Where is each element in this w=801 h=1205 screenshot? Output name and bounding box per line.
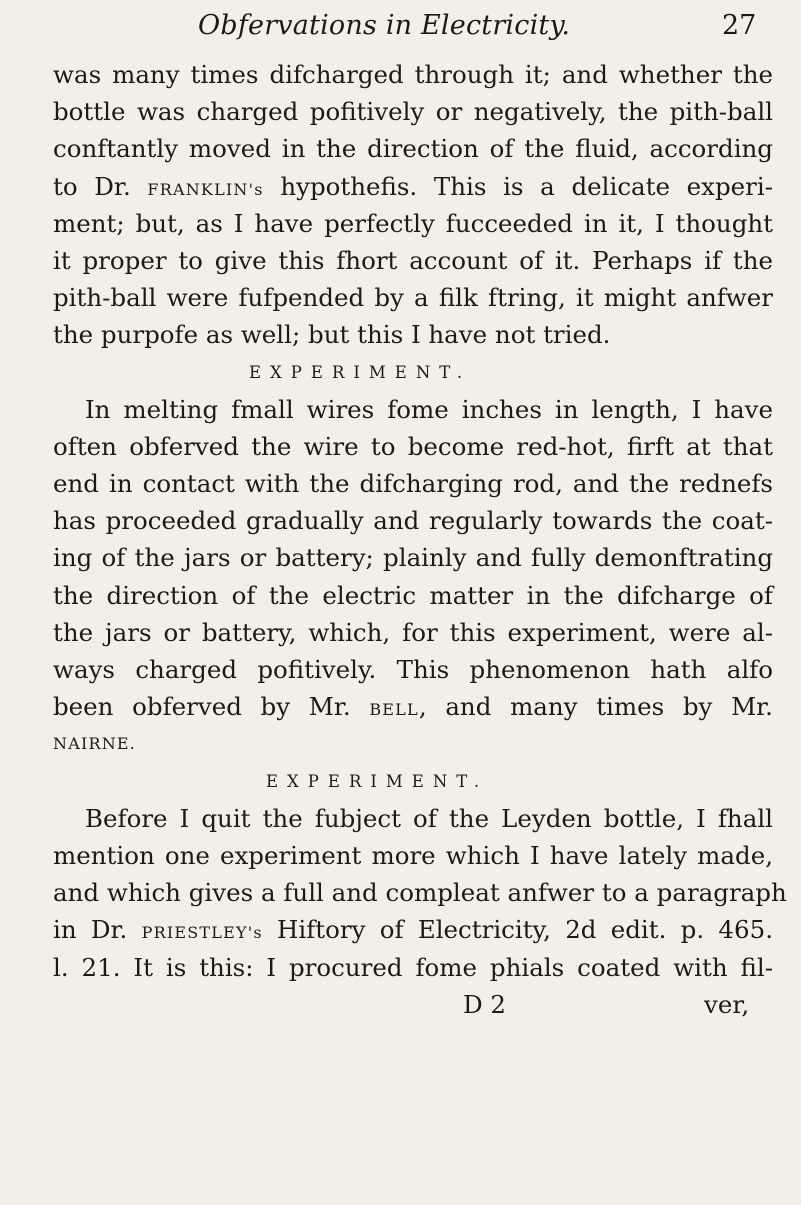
text-line — [53, 688, 773, 725]
text-run: hypothefis. This is a delicate experi- — [263, 171, 773, 201]
text-line: was many times difcharged through it; and whether the — [53, 60, 773, 89]
text-line — [53, 168, 773, 205]
page-body — [53, 56, 787, 1023]
text-line: it proper to give this fhort account of it. Perhaps if the — [53, 245, 773, 275]
text-line: In melting fmall wires fome inches in length, I have — [85, 394, 773, 424]
page-number: 27 — [722, 10, 757, 41]
text-line: has proceeded gradually and regularly towards the coat- — [53, 506, 773, 536]
running-title: Obfervations in Electricity. — [198, 10, 571, 41]
text-run: , and many times by Mr. — [418, 692, 773, 722]
text-line: mention one experiment more which I have lately made, — [53, 840, 773, 870]
text-line: ways charged pofitively. This phenomenon hath alfo — [53, 655, 773, 684]
page-footer — [53, 986, 773, 1023]
text-line: end in contact with the difcharging rod, and the rednefs — [53, 469, 773, 499]
text-line: pith-ball were fufpended by a filk ftring, it might anfwer — [53, 283, 773, 313]
text-line: the purpofe as well; but this I have not tried. — [53, 320, 611, 350]
section-heading: EXPERIMENT. — [249, 362, 472, 382]
text-run: Hiftory of Electricity, 2d edit. p. 465. — [262, 915, 773, 945]
text-line: bottle was charged pofitively or negatively, the pith-ball — [53, 97, 773, 127]
name-priestley: PRIESTLEY's — [141, 923, 263, 943]
text-line — [53, 911, 773, 948]
text-line: the direction of the electric matter in the difcharge of — [53, 580, 773, 610]
text-run: to Dr. — [53, 171, 148, 201]
text-line: ment; but, as I have perfectly fucceeded in it, I thought — [53, 208, 773, 238]
signature-mark: D 2 — [463, 989, 507, 1019]
catchword: ver, — [704, 989, 750, 1019]
text-line: Before I quit the fubject of the Leyden bottle, I fhall — [85, 803, 773, 833]
text-line: and which gives a full and compleat anfwer to a paragraph — [53, 878, 787, 908]
text-line: conftantly moved in the direction of the fluid, according — [53, 134, 773, 164]
text-run: been obferved by Mr. — [53, 692, 370, 722]
text-line: l. 21. It is this: I procured fome phials coated with fil- — [53, 952, 773, 982]
name-nairne: NAIRNE. — [53, 734, 137, 754]
text-run: in Dr. — [53, 915, 142, 945]
text-line: the jars or battery, which, for this experiment, were al- — [53, 617, 773, 647]
text-line: often obferved the wire to become red-hot, firft at that — [53, 431, 773, 461]
page-header — [0, 10, 801, 46]
name-franklin: FRANKLIN's — [147, 179, 264, 199]
name-bell: BELL — [369, 700, 419, 720]
section-heading: EXPERIMENT. — [266, 771, 489, 791]
text-line: ing of the jars or battery; plainly and fully demonftrating — [53, 543, 773, 573]
